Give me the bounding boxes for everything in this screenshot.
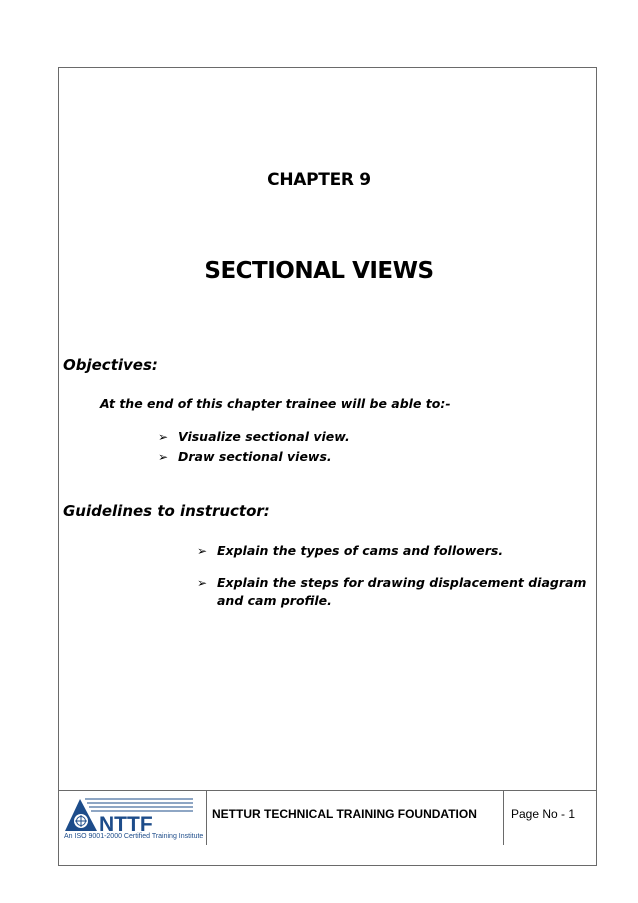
footer-separator (503, 791, 504, 845)
arrow-bullet-icon: ➢ (197, 544, 208, 558)
chapter-title: SECTIONAL VIEWS (204, 258, 434, 284)
footer-separator (206, 791, 207, 845)
list-item (197, 542, 592, 560)
page-number: Page No - 1 (511, 807, 576, 821)
logo-wordmark: NTTF (99, 813, 153, 836)
arrow-bullet-icon: ➢ (197, 576, 208, 590)
logo-tagline: An ISO 9001-2000 Certified Training Institute (64, 833, 204, 840)
guideline-text: Explain the types of cams and followers. (217, 543, 504, 558)
objectives-list (158, 427, 350, 467)
list-item (197, 574, 592, 610)
objectives-intro: At the end of this chapter trainee will be able to:- (100, 396, 451, 411)
guidelines-list (197, 542, 592, 624)
organization-name: NETTUR TECHNICAL TRAINING FOUNDATION (212, 807, 477, 821)
guidelines-heading: Guidelines to instructor: (63, 502, 270, 520)
chapter-number: CHAPTER 9 (267, 170, 371, 190)
list-item (158, 447, 350, 467)
list-item (158, 427, 350, 447)
arrow-bullet-icon: ➢ (158, 430, 169, 444)
guideline-text: Explain the steps for drawing displacement diagram and cam profile. (217, 575, 587, 608)
objective-text: Draw sectional views. (178, 449, 332, 464)
objective-text: Visualize sectional view. (178, 429, 350, 444)
arrow-bullet-icon: ➢ (158, 450, 169, 464)
footer-divider (58, 790, 597, 791)
objectives-heading: Objectives: (63, 356, 158, 374)
